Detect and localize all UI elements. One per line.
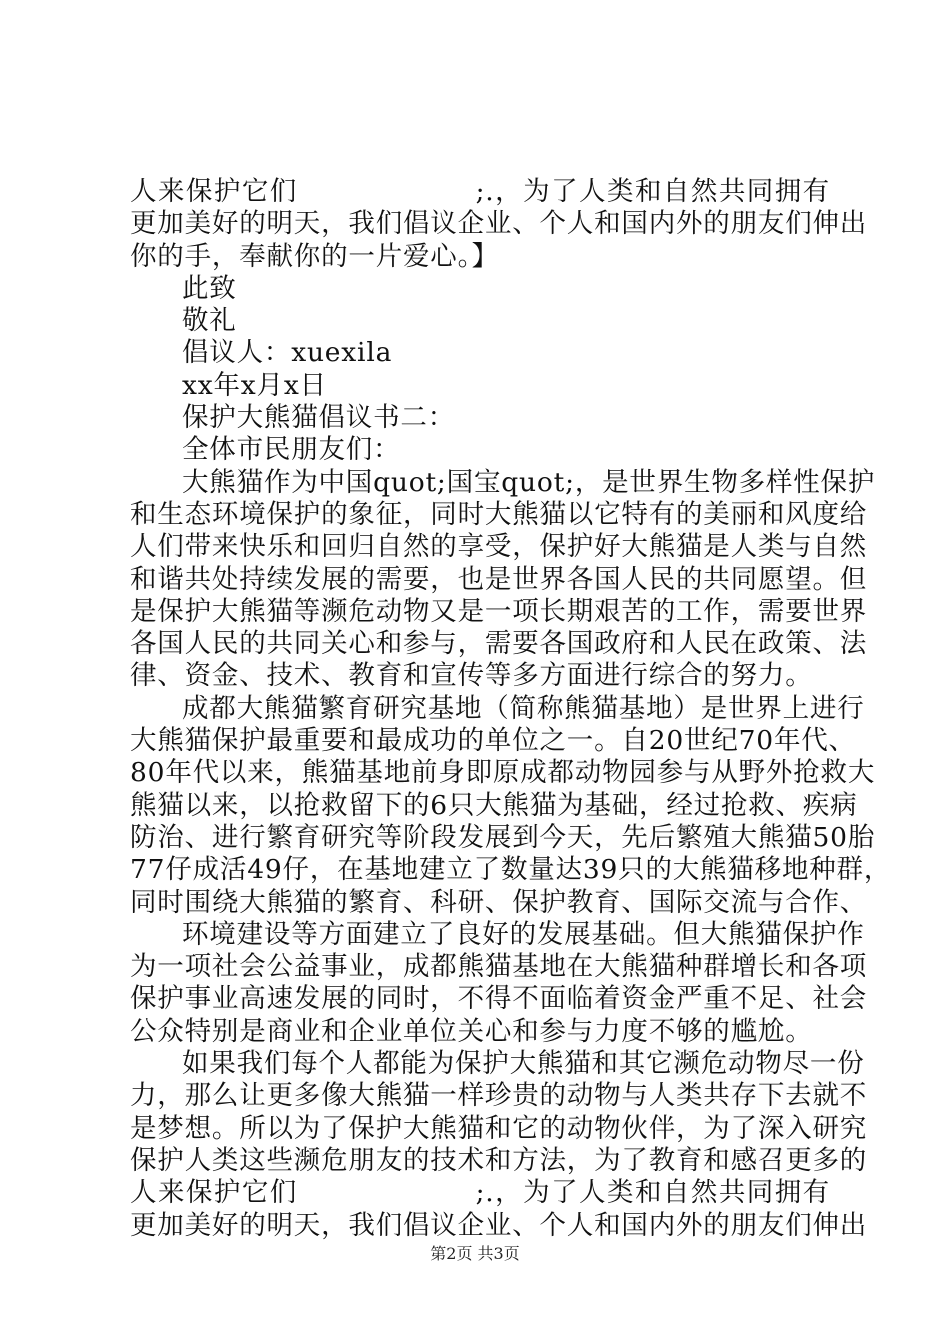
text-line: 熊猫以来，以抢救留下的6只大熊猫为基础，经过抢救、疾病 — [130, 789, 858, 821]
text-line: 是保护大熊猫等濒危动物又是一项长期艰苦的工作，需要世界 — [130, 595, 868, 627]
signature-line: 倡议人：xuexila — [182, 337, 393, 369]
text-line: 防治、进行繁育研究等阶段发展到今天，先后繁殖大熊猫50胎 — [130, 821, 876, 853]
text-line: 人们带来快乐和回归自然的享受，保护好大熊猫是人类与自然 — [130, 531, 868, 563]
addressee-line: 全体市民朋友们： — [182, 434, 401, 466]
text-line: 人来保护它们 ;.，为了人类和自然共同拥有 — [130, 1177, 830, 1209]
text-line: 力，那么让更多像大熊猫一样珍贵的动物与人类共存下去就不 — [130, 1080, 868, 1112]
salutation-line: 敬礼 — [182, 305, 237, 337]
text-line: 同时围绕大熊猫的繁育、科研、保护教育、国际交流与合作、 — [130, 886, 868, 918]
text-line: 大熊猫作为中国quot;国宝quot;，是世界生物多样性保护 — [182, 466, 876, 498]
text-line: 环境建设等方面建立了良好的发展基础。但大熊猫保护作 — [182, 918, 865, 950]
text-line: 为一项社会公益事业，成都熊猫基地在大熊猫种群增长和各项 — [130, 951, 868, 983]
salutation-line: 此致 — [182, 272, 237, 304]
text-line: 77仔成活49仔，在基地建立了数量达39只的大熊猫移地种群， — [130, 854, 892, 886]
date-line: xx年x月x日 — [182, 369, 327, 401]
text-line: 和生态环境保护的象征，同时大熊猫以它特有的美丽和风度给 — [130, 498, 868, 530]
page-number-footer: 第2页 共3页 — [430, 1244, 520, 1263]
text-line: 80年代以来，熊猫基地前身即原成都动物园参与从野外抢救大 — [130, 757, 876, 789]
text-line: 更加美好的明天，我们倡议企业、个人和国内外的朋友们伸出 — [130, 1209, 868, 1241]
text-line: 保护事业高速发展的同时，不得不面临着资金严重不足、社会 — [130, 983, 868, 1015]
text-line: 保护人类这些濒危朋友的技术和方法，为了教育和感召更多的 — [130, 1144, 868, 1176]
text-line: 你的手，奉献你的一片爱心。】 — [130, 240, 499, 272]
document-body — [130, 176, 892, 1242]
text-line: 人来保护它们 ;.，为了人类和自然共同拥有 — [130, 176, 830, 207]
text-line: 成都大熊猫繁育研究基地（简称熊猫基地）是世界上进行 — [182, 692, 865, 724]
text-line: 如果我们每个人都能为保护大熊猫和其它濒危动物尽一份 — [182, 1048, 865, 1080]
text-line: 律、资金、技术、教育和宣传等多方面进行综合的努力。 — [130, 660, 813, 692]
text-line: 大熊猫保护最重要和最成功的单位之一。自20世纪70年代、 — [130, 725, 856, 757]
text-line: 公众特别是商业和企业单位关心和参与力度不够的尴尬。 — [130, 1015, 813, 1047]
text-line: 是梦想。所以为了保护大熊猫和它的动物伙伴，为了深入研究 — [130, 1112, 868, 1144]
text-line: 各国人民的共同关心和参与，需要各国政府和人民在政策、法 — [130, 628, 868, 660]
section-title: 保护大熊猫倡议书二： — [182, 402, 455, 434]
text-line: 更加美好的明天，我们倡议企业、个人和国内外的朋友们伸出 — [130, 208, 868, 240]
text-line: 和谐共处持续发展的需要，也是世界各国人民的共同愿望。但 — [130, 563, 868, 595]
